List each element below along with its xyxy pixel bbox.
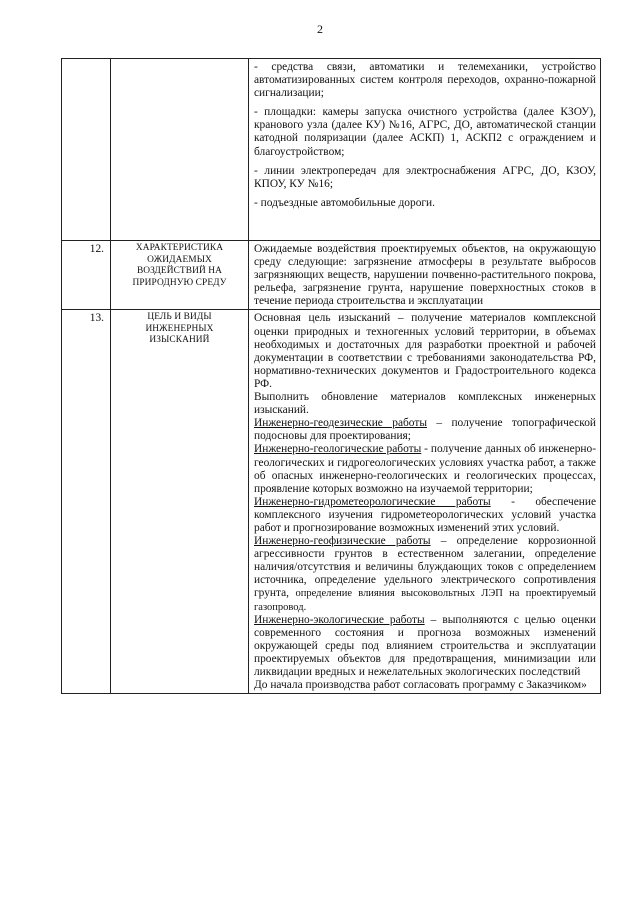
row-number-cell — [62, 59, 111, 241]
row-number: 12. — [62, 241, 111, 310]
closing-text: До начала производства работ согласовать программу с Заказчиком» — [254, 679, 587, 692]
list-item: - площадки: камеры запуска очистного устройства (далее КЗОУ), кранового узла (далее КУ) №16, АГРС, ДО, автоматической станции катодной поляризации (далее АСКП) 1, АСКП2 с ограждением и благоустройством; — [254, 106, 596, 158]
geological-title: Инженерно-геологические работы — [254, 443, 422, 456]
row-value-cell — [249, 59, 601, 241]
geological-works — [254, 443, 596, 495]
page-number: 2 — [317, 22, 323, 36]
table-row-12 — [62, 241, 601, 310]
row-name-cell — [111, 59, 249, 241]
table-row-13 — [62, 310, 601, 694]
geophysical-small-text: определение влияния высоковольтных ЛЭП на проектируемый газопровод. — [254, 588, 596, 613]
hydromet-text: - обеспечение комплексного изучения гидрометеорологических условий участка работ и прогнозирование возможных изменений этих условий. — [254, 495, 596, 534]
geodetic-title: Инженерно-геодезические работы — [254, 417, 427, 430]
geophysical-text: – определение коррозионной агрессивности грунтов в естественном залегании, определение наличия/отсутствия и величины блуждающих токов с определением источника, определение удельного электрического сопротивления грунта, — [254, 535, 596, 600]
list-item: - линии электропередач для электроснабжения АГРС, ДО, КЗОУ, КПОУ, КУ №16; — [254, 164, 596, 190]
row-value-cell — [249, 241, 601, 310]
survey-update-text: Выполнить обновление материалов комплексных инженерных изысканий. — [254, 391, 596, 417]
table-row-continued — [62, 59, 601, 241]
ecological-title: Инженерно-экологические работы — [254, 613, 425, 626]
list-item: - средства связи, автоматики и телемеханики, устройство автоматизированных систем контроля переходов, охранно-пожарной сигнализации; — [254, 61, 596, 100]
row-number: 13. — [62, 310, 111, 694]
ecological-works — [254, 614, 596, 679]
geophysical-works — [254, 535, 596, 614]
ecological-text: – выполняются с целью оценки современного состояния и прогноза возможных изменений окружающей среды под влиянием строительства и эксплуатации проектируемых объектов для предотвращения, минимизации или ликвидации вредных и нежелательных экологических последствий — [254, 613, 596, 678]
list-item: - подъездные автомобильные дороги. — [254, 196, 436, 209]
hydromet-works — [254, 496, 596, 535]
row-heading: ЦЕЛЬ И ВИДЫ ИНЖЕНЕРНЫХ ИЗЫСКАНИЙ — [111, 310, 249, 694]
geodetic-text: – получение топографической подосновы для проектирования; — [254, 417, 596, 443]
impact-text: Ожидаемые воздействия проектируемых объектов, на окружающую среду следующие: загрязнение атмосферы в результате выбросов загрязняющих веществ, нарушении почвенно-растительного покрова, рельефа, загрязнение грунта, нарушение поверхностных стоков в течение периода строительства и эксплуатации — [254, 243, 596, 308]
row-value-cell — [249, 310, 601, 694]
geophysical-title: Инженерно-геофизические работы — [254, 535, 431, 548]
hydromet-title: Инженерно-гидрометеорологические работы — [254, 495, 491, 508]
geological-text: - получение данных об инженерно-геологических и гидрогеологических условиях участка работ, а также об опасных инженерно-геологических и геологических процессах, проявление которых возможно на изучаемой территории; — [254, 443, 596, 495]
requirements-table — [61, 58, 601, 694]
row-heading: ХАРАКТЕРИСТИКА ОЖИДАЕМЫХ ВОЗДЕЙСТВИЙ НА ПРИРОДНУЮ СРЕДУ — [111, 241, 249, 310]
survey-goal-text: Основная цель изысканий – получение материалов комплексной оценки природных и техногенных условий территории, в объемах необходимых и достаточных для разработки проектной и рабочей документации в соответствии с требованиями законодательства РФ, нормативно-технических документов и Градостроительного кодекса РФ. — [254, 312, 596, 390]
geodetic-works — [254, 417, 596, 443]
